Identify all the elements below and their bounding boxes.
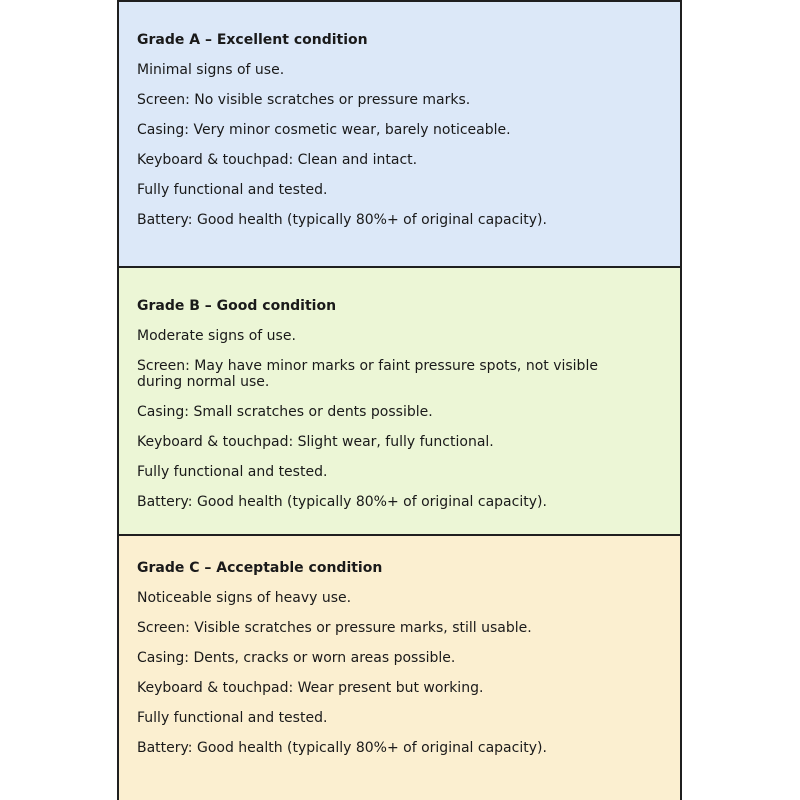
grade-c-function: Fully functional and tested. (137, 710, 328, 726)
grade-c-casing: Casing: Dents, cracks or worn areas possible. (137, 650, 456, 666)
grade-a-summary: Minimal signs of use. (137, 62, 285, 78)
grade-c-screen: Screen: Visible scratches or pressure marks, still usable. (137, 620, 532, 636)
grade-c-summary: Noticeable signs of heavy use. (137, 590, 352, 606)
grade-a-title: Grade A – Excellent condition (137, 32, 368, 48)
grade-list (117, 0, 682, 800)
grade-b-title: Grade B – Good condition (137, 298, 337, 314)
grade-c-keyboard: Keyboard & touchpad: Wear present but working. (137, 680, 484, 696)
grade-c-title: Grade C – Acceptable condition (137, 560, 383, 576)
grade-b-battery: Battery: Good health (typically 80%+ of original capacity). (137, 494, 547, 510)
grade-b-keyboard: Keyboard & touchpad: Slight wear, fully functional. (137, 434, 494, 450)
grade-a-keyboard: Keyboard & touchpad: Clean and intact. (137, 152, 418, 168)
grade-a-casing: Casing: Very minor cosmetic wear, barely noticeable. (137, 122, 511, 138)
grade-a-function: Fully functional and tested. (137, 182, 328, 198)
grade-b-casing: Casing: Small scratches or dents possible. (137, 404, 433, 420)
grade-b-card (117, 268, 682, 536)
grade-b-screen: Screen: May have minor marks or faint pressure spots, not visible during normal use. (137, 358, 598, 390)
grade-a-card (117, 0, 682, 268)
grade-c-card (117, 536, 682, 800)
grade-a-battery: Battery: Good health (typically 80%+ of original capacity). (137, 212, 547, 228)
grade-b-function: Fully functional and tested. (137, 464, 328, 480)
grade-c-battery: Battery: Good health (typically 80%+ of original capacity). (137, 740, 547, 756)
grade-b-summary: Moderate signs of use. (137, 328, 296, 344)
grade-a-screen: Screen: No visible scratches or pressure marks. (137, 92, 471, 108)
